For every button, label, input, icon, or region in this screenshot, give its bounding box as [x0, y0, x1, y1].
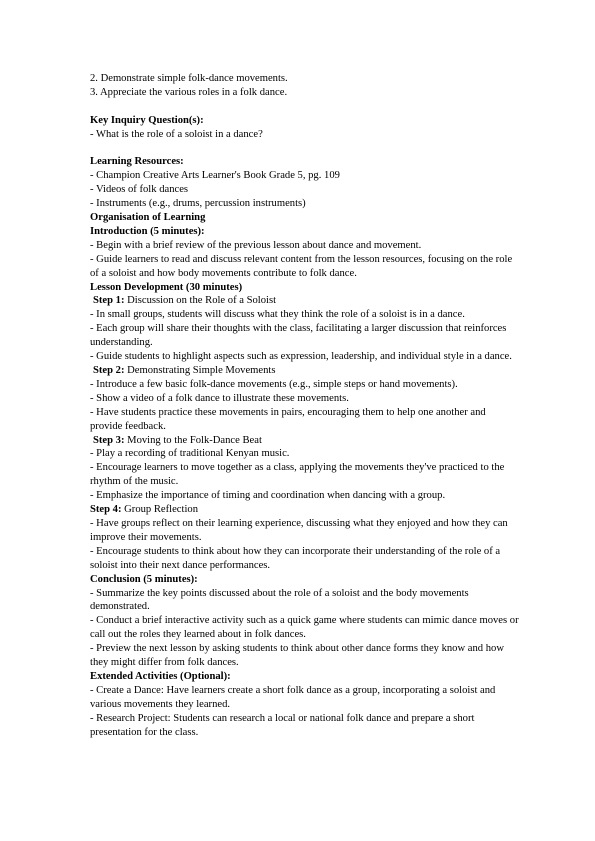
step-item: - Guide students to highlight aspects such as expression, leadership, and individual style in a dance. — [90, 351, 512, 363]
step-label: Step 1: — [93, 295, 125, 307]
objective-item: 2. Demonstrate simple folk-dance movements. — [90, 73, 288, 84]
spacer — [90, 100, 520, 114]
step-item: - Encourage learners to move together as a class, applying the movements they've practiced to the rhythm of the music. — [90, 462, 505, 488]
step-label: Step 2: — [93, 365, 125, 376]
introduction-item: - Begin with a brief review of the previous lesson about dance and movement. — [90, 239, 422, 251]
step-item: - Each group will share their thoughts with the class, facilitating a larger discussion that reinforces understanding. — [90, 323, 507, 349]
step-title: Demonstrating Simple Movements — [124, 365, 276, 376]
step-label: Step 3: — [93, 434, 125, 446]
step-heading — [90, 364, 520, 378]
step-item: - Have students practice these movements in pairs, encouraging them to help one another and provide feedback. — [90, 406, 486, 432]
conclusion-item: - Conduct a brief interactive activity such as a quick game where students can mimic dance moves or call out the roles they learned about in folk dances. — [90, 615, 519, 641]
step-heading — [90, 503, 520, 517]
step-heading — [90, 434, 520, 448]
spacer — [90, 142, 520, 156]
conclusion-item: - Summarize the key points discussed about the role of a soloist and the body movements demonstrated. — [90, 587, 469, 613]
step-heading — [90, 294, 520, 308]
extended-item: - Create a Dance: Have learners create a short folk dance as a group, incorporating a soloist and various movements they learned. — [90, 684, 496, 710]
resource-item: - Champion Creative Arts Learner's Book Grade 5, pg. 109 — [90, 170, 340, 182]
resource-item: - Instruments (e.g., drums, percussion instruments) — [90, 198, 306, 210]
step-item: - Play a recording of traditional Kenyan music. — [90, 448, 290, 460]
step-title: Discussion on the Role of a Soloist — [124, 295, 277, 307]
resource-item: - Videos of folk dances — [90, 184, 189, 196]
resources-heading: Learning Resources: — [90, 156, 184, 168]
development-heading: Lesson Development (30 minutes) — [90, 281, 243, 293]
step-title: Moving to the Folk-Dance Beat — [124, 434, 262, 446]
step-item: - Show a video of a folk dance to illustrate these movements. — [90, 392, 349, 404]
organisation-heading: Organisation of Learning — [90, 212, 206, 224]
document-page — [90, 72, 520, 739]
step-item: - Introduce a few basic folk-dance movements (e.g., simple steps or hand movements). — [90, 378, 458, 390]
key-inquiry-item: - What is the role of a soloist in a dance? — [90, 128, 263, 140]
step-label: Step 4: — [90, 504, 122, 516]
extended-item: - Research Project: Students can research a local or national folk dance and prepare a short presentation for the class. — [90, 712, 475, 738]
conclusion-item: - Preview the next lesson by asking students to think about other dance forms they know and how they might differ from folk dances. — [90, 643, 504, 669]
key-inquiry-heading: Key Inquiry Question(s): — [90, 114, 204, 126]
step-item: - In small groups, students will discuss what they think the role of a soloist is in a dance. — [90, 309, 465, 321]
introduction-item: - Guide learners to read and discuss relevant content from the lesson resources, focusing on the role of a soloist and how body movements contribute to folk dance. — [90, 253, 513, 279]
extended-heading: Extended Activities (Optional): — [90, 670, 231, 682]
introduction-heading: Introduction (5 minutes): — [90, 225, 205, 237]
objective-item: 3. Appreciate the various roles in a folk dance. — [90, 86, 288, 98]
step-item: - Emphasize the importance of timing and coordination when dancing with a group. — [90, 490, 446, 502]
conclusion-heading: Conclusion (5 minutes): — [90, 573, 198, 585]
step-title: Group Reflection — [121, 504, 198, 516]
step-item: - Have groups reflect on their learning experience, discussing what they enjoyed and how they can improve their movements. — [90, 517, 508, 543]
step-item: - Encourage students to think about how they can incorporate their understanding of the role of a soloist into their next dance performances. — [90, 545, 501, 571]
